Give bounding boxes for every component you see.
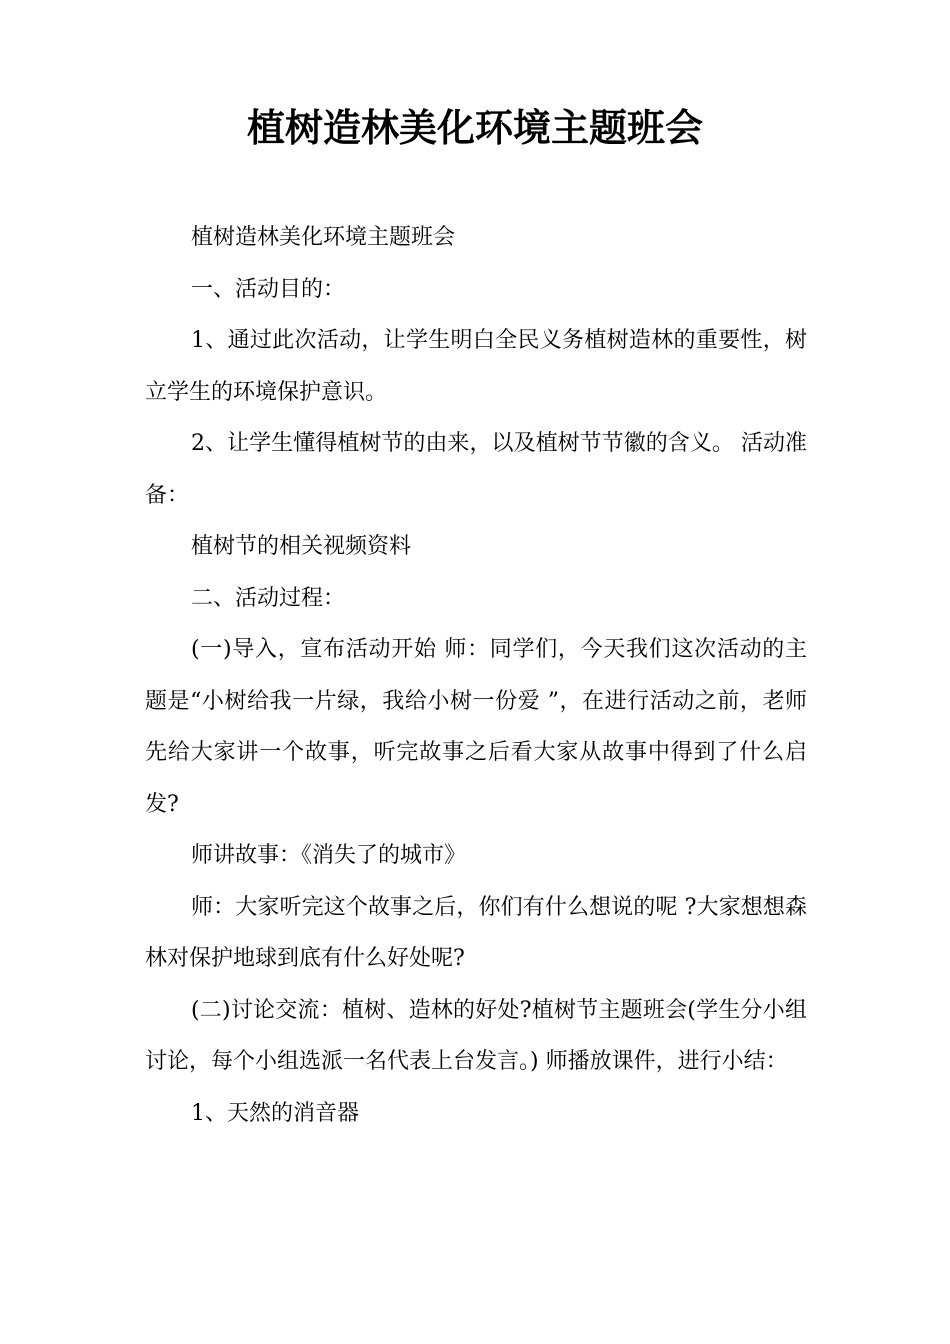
paragraph-question: 师：大家听完这个故事之后，你们有什么想说的呢 ?大家想想森林对保护地球到底有什么好处呢? (145, 894, 807, 971)
paragraph-section-2-heading: 二、活动过程： (191, 585, 346, 611)
document-title: 植树造林美化环境主题班会 (246, 106, 703, 150)
paragraph-goal-1: 1、通过此次活动，让学生明白全民义务植树造林的重要性，树立学生的环境保护意识。 (145, 328, 807, 405)
paragraph-point-1: 1、天然的消音器 (191, 1100, 359, 1126)
paragraph-goal-2: 2、让学生懂得植树节的由来，以及植树节节徽的含义。 活动准备： (145, 431, 807, 508)
document-body (145, 212, 807, 1139)
paragraph-discussion: (二)讨论交流：植树、造林的好处?植树节主题班会(学生分小组讨论，每个小组选派一名代表上台发言。) 师播放课件，进行小结： (145, 997, 807, 1074)
paragraph-materials: 植树节的相关视频资料 (191, 534, 412, 559)
paragraph-intro: (一)导入，宣布活动开始 师：同学们，今天我们这次活动的主题是“小树给我一片绿，我给小树一份爱 ”，在进行活动之前，老师先给大家讲一个故事，听完故事之后看大家从故事中得到了什么启发? (145, 637, 807, 817)
paragraph-story: 师讲故事：《消失了的城市》 (191, 843, 467, 868)
paragraph-section-1-heading: 一、活动目的： (191, 276, 346, 302)
paragraph-heading-repeat: 植树造林美化环境主题班会 (191, 225, 456, 250)
